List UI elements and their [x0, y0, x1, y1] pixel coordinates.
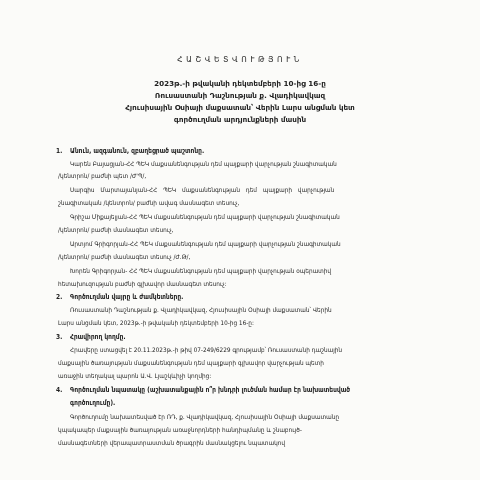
section-number: 2.	[56, 293, 63, 301]
body-line: Ռուսաստանի Դաշնության ք. Վլադիկավկազ, Հյուսիսային Օսիայի մաքսատան՝ Վերին	[70, 306, 332, 314]
document-title: ՀԱՇՎԵՏՎՈՒԹՅՈՒՆ	[177, 55, 303, 64]
body-line: մասնագետների վերապատրաստման ծրագրին մասնակցելու նպատակով	[58, 439, 286, 447]
subtitle-line: Ռուսաստանի Դաշնության ք. Վլադիկավկազ	[154, 91, 326, 100]
section-number: 4.	[56, 386, 63, 394]
body-line: Կարեն Բայացյան-ՀՀ ՊԵԿ մաքսանենգության դեմ պայքարի վարչության շնագիտական	[70, 160, 337, 168]
section-4-heading-cont: գործուղումը).	[70, 399, 116, 407]
subtitle-line: 2023թ.-ի թվականի դեկտեմբերի 10-ից 16-ը	[154, 79, 326, 88]
section-number: 3.	[56, 333, 63, 341]
body-line: Հրավերը ստացվել է 20.11.2023թ.-ի թիվ 07-249/6229 գրությամբ՝ Ռուսաստանի դաշնային	[70, 346, 343, 354]
section-title: Հրավիրող կողմը.	[70, 333, 126, 341]
section-number: 1.	[56, 147, 63, 155]
section-4-heading	[56, 386, 351, 394]
body-line: մաքսային ծառայության մաքսանենգության դեմ պայքարի գլխավոր վարչության պետի	[58, 359, 324, 367]
body-line: Արտյոմ Գրիգորյան-ՀՀ ՊԵԿ մաքսանենգության դեմ պայքարի վարչության շնագիտական	[70, 240, 341, 248]
body-line: հետախուզության բաժնի գլխավոր մասնագետ տեսուչ:	[58, 280, 227, 288]
subtitle-line: գործուղման արդյունքների մասին	[173, 115, 307, 124]
subtitle-line: Հյուսիսային Օսիայի մաքսատան՝ Վերին Լարս անցման կետ	[125, 103, 355, 112]
section-3-heading	[56, 333, 126, 341]
section-title: Անուն, ազգանուն, զբաղեցրած պաշտոնը.	[70, 147, 205, 155]
body-line: կպակապեր մաքսային ծառայության առաջնորդների հանդիպմանը և շնաբույծ-	[58, 426, 302, 434]
body-line: Սարգիս Մարտայանյան-ՀՀ ՊԵԿ մաքսանենգության դեմ պայքարի վարչության	[70, 186, 335, 194]
body-line: /կենտրոն/ բաժնի մասնագետ տեսուչ /Ժ.Թ/,	[58, 253, 191, 261]
body-line: Գործուղումը նախատեսված էր ՌԴ, ք. Վլադիկավկազ, Հյուսիսային Օսիայի մաքսատանը	[70, 413, 340, 421]
body-line: Խորեն Գրիգորյան- ՀՀ ՊԵԿ մաքսանենգության դեմ պայքարի վարչության օպերատիվ	[70, 267, 332, 275]
body-line: /կենտրոն/ բաժնի մասնագետ տեսուչ,	[58, 226, 174, 234]
section-1-heading	[56, 147, 205, 155]
body-line: շնագիտական /կենտրոն/ բաժնի ավագ մասնագետ տեսուչ,	[58, 199, 240, 207]
section-title: Գործուղման վայրը և ժամկետները.	[70, 293, 184, 301]
body-line: Գրիշա Միքայելյան-ՀՀ ՊԵԿ մաքսանենգության դեմ պայքարի վարչության շնագիտական	[70, 213, 340, 221]
body-line: /կենտրոն/ բաժնի պետ /Ժ'Պ/,	[58, 172, 147, 180]
body-line: առաջին տեղակալ պարոն Ա.Վ. Լյաշկևիչի կողմից:	[58, 372, 212, 380]
body-line: Լարս անցման կետ, 2023թ.-ի թվականի դեկտեմբերի 10-ից 16-ը:	[58, 319, 254, 327]
section-2-heading	[56, 293, 184, 301]
section-title: Գործուղման նպատակը (աշխատանքային ո՞ր խնդրի լուծման համար էր նախատեսված	[70, 386, 351, 394]
